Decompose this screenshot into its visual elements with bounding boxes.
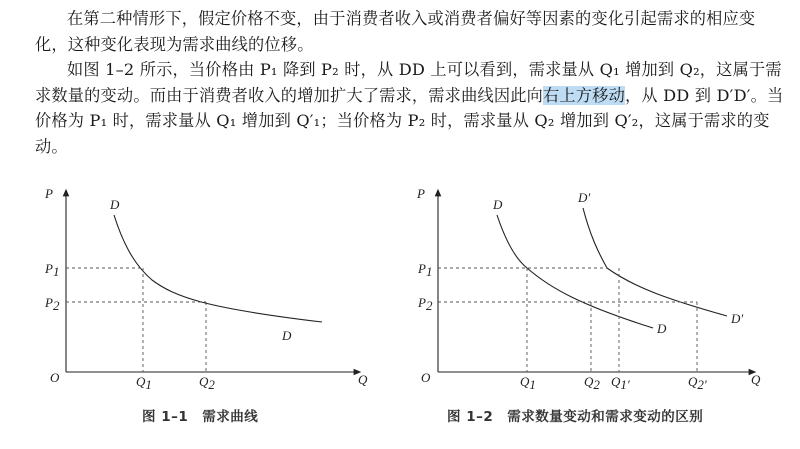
dd-label-top: D [493,197,503,212]
origin-label: O [50,370,60,385]
p2-label: P2 [418,295,433,313]
figure-1-1-caption: 图 1–1 需求曲线 [142,409,259,425]
demand-curve [114,215,322,322]
q2-label: Q2 [584,374,600,392]
q-axis-label: Q [751,372,761,387]
dprime-label-bottom: D′ [731,311,744,326]
curve-label-bottom: D [282,328,292,343]
paragraph-2-part-2: ，从 DD 到 D′D′。当价格为 P₁ 时，需求量从 Q₁ 增加到 Q′₁；当价格为 P₂ 时，需求量从 Q₂ 增加到 Q′₂，这属于需求的变动。 [35,85,784,156]
dd-label-bottom: D [657,321,667,336]
p1-label: P1 [418,261,433,279]
q2-label: Q2 [199,374,215,392]
p-axis-label: P [45,186,53,201]
paragraph-2 [35,57,785,159]
p1-label: P1 [45,261,60,279]
dprime-label-top: D′ [578,190,591,205]
q1-label: Q1 [520,374,536,392]
demand-shift-diagram [415,180,775,400]
demand-curve-diagram [40,180,380,400]
paragraph-1: 在第二种情形下，假定价格不变，由于消费者收入或消费者偏好等因素的变化引起需求的相应变化，这种变化表现为需求曲线的位移。 [35,9,756,54]
q2-prime-label: Q2′ [688,374,707,392]
figure-1-2 [415,180,775,400]
figure-1-2-caption: 图 1–2 需求数量变动和需求变动的区别 [447,409,704,425]
q1-prime-label: Q1′ [611,374,630,392]
curve-label-top: D [110,197,120,212]
p-axis-label: P [417,186,425,201]
origin-label: O [421,370,431,385]
q1-label: Q1 [136,374,152,392]
figure-1-1 [40,180,380,400]
p2-label: P2 [45,295,60,313]
demand-curve-dprime [583,208,727,316]
q-axis-label: Q [358,372,368,387]
paragraph-2-part-1: 如图 1–2 所示，当价格由 P₁ 降到 P₂ 时，从 DD 上可以看到，需求量从 Q₁ 增加到 Q₂，这属于需求数量的变动。而由于消费者收入的增加扩大了需求，需求曲线因此向 [35,60,782,105]
demand-curve-dd [497,215,653,328]
highlighted-text[interactable]: 右上方移动 [543,85,625,105]
